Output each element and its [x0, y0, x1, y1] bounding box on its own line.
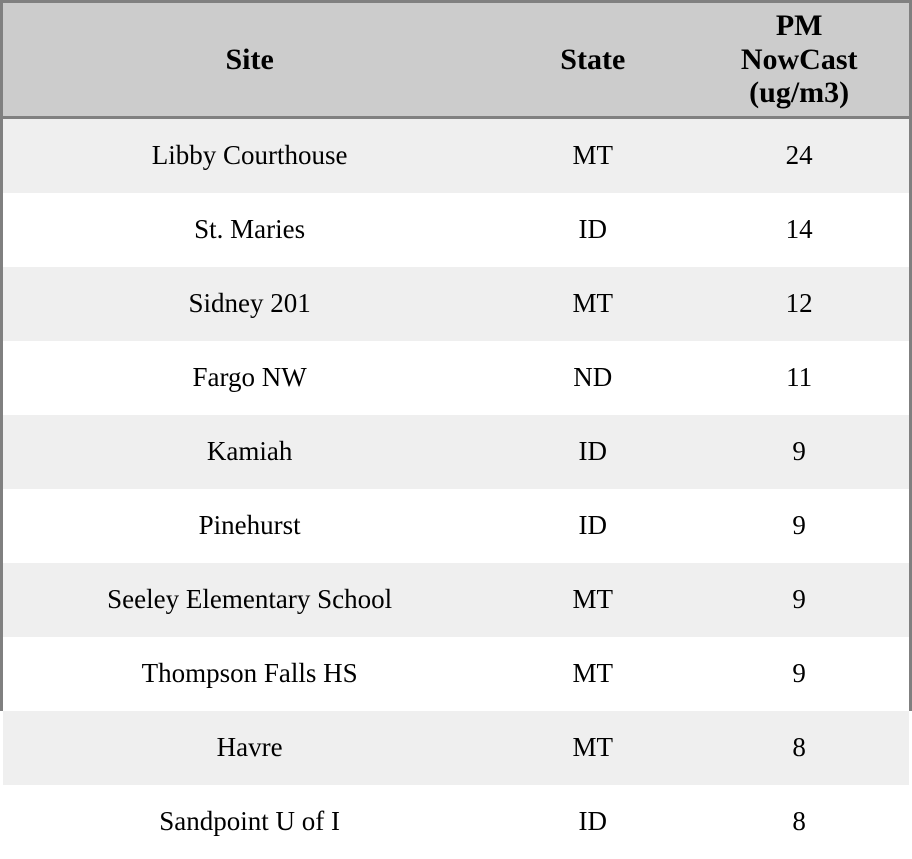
air-quality-table: [3, 3, 909, 859]
table-row: [3, 193, 909, 267]
cell-pm-nowcast: 14: [785, 214, 813, 245]
table-row: [3, 415, 909, 489]
cell-state: MT: [572, 288, 614, 319]
table-body: [3, 117, 909, 859]
cell-state: MT: [572, 658, 614, 689]
cell-pm-nowcast: 9: [792, 658, 806, 689]
cell-state: ID: [578, 436, 608, 467]
cell-site: Fargo NW: [192, 362, 307, 393]
cell-state: MT: [572, 584, 614, 615]
table-row: [3, 637, 909, 711]
table-row: [3, 341, 909, 415]
cell-state: ND: [573, 362, 613, 393]
column-header-site: Site: [3, 3, 496, 117]
cell-site: Sidney 201: [188, 288, 311, 319]
column-header-pm-nowcast: [689, 3, 909, 117]
table-header-row: [3, 3, 909, 117]
cell-state: ID: [578, 806, 608, 837]
cell-pm-nowcast: 8: [792, 732, 806, 763]
table-row: [3, 785, 909, 859]
cell-site: St. Maries: [194, 214, 306, 245]
cell-site: Libby Courthouse: [151, 140, 348, 171]
cell-pm-nowcast: 9: [792, 436, 806, 467]
cell-state: MT: [572, 732, 614, 763]
cell-state: ID: [578, 214, 608, 245]
cell-site: Thompson Falls HS: [141, 658, 358, 689]
cell-site: Pinehurst: [198, 510, 301, 541]
cell-pm-nowcast: 24: [785, 140, 813, 171]
table-row: [3, 267, 909, 341]
cell-site: Seeley Elementary School: [107, 584, 393, 615]
table-row: [3, 711, 909, 785]
cell-pm-nowcast: 8: [792, 806, 806, 837]
cell-pm-nowcast: 9: [792, 584, 806, 615]
table-header: [3, 3, 909, 117]
cell-site: Sandpoint U of I: [159, 806, 340, 837]
column-header-pm-nowcast-line2: NowCast: [740, 42, 858, 76]
cell-state: MT: [572, 140, 614, 171]
table-row: [3, 563, 909, 637]
table-row: [3, 489, 909, 563]
cell-pm-nowcast: 9: [792, 510, 806, 541]
cell-state: ID: [578, 510, 608, 541]
cell-pm-nowcast: 11: [786, 362, 813, 393]
table-row: [3, 117, 909, 193]
column-header-state: State: [496, 3, 689, 117]
cell-site: Kamiah: [206, 436, 293, 467]
cell-site: Havre: [216, 732, 283, 763]
column-header-pm-nowcast-line3: (ug/m3): [749, 76, 850, 110]
column-header-pm-nowcast-line1: PM: [775, 9, 823, 42]
cell-pm-nowcast: 12: [785, 288, 813, 319]
